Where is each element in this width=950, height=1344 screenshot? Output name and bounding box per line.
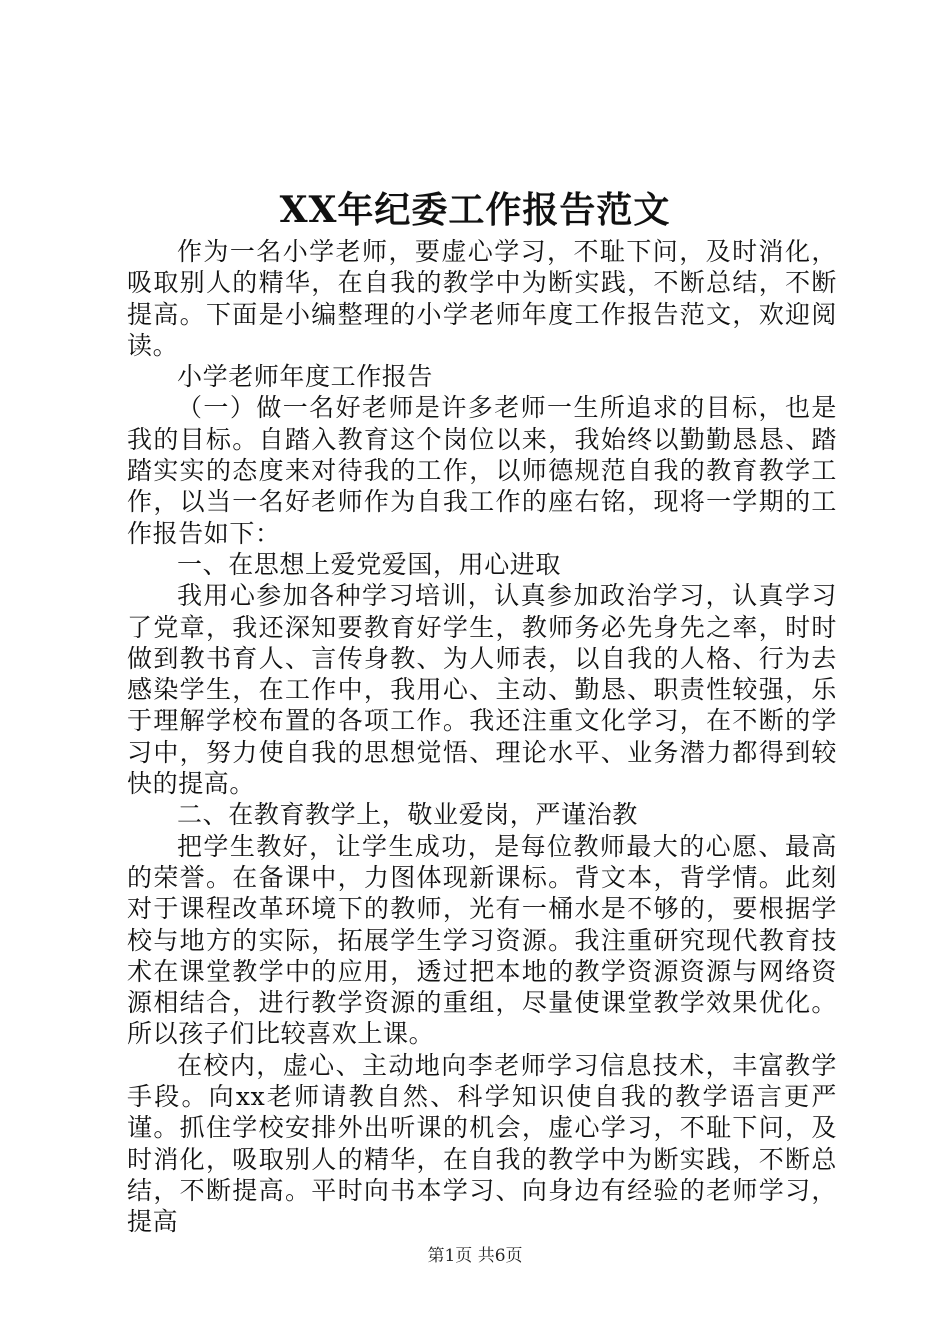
section-heading-teaching: 二、在教育教学上，敬业爱岗，严谨治教 bbox=[177, 800, 638, 830]
paragraph-thought: 我用心参加各种学习培训，认真参加政治学习，认真学习了党章，我还深知要教育好学生，教师务必先身先之率，时时做到教书育人、言传身教、为人师表，以自我的人格、行为去感染学生，在工作中，我用心、主动、勤恳、职责性较强，乐于理解学校布置的各项工作。我还注重文化学习，在不断的学习中，努力使自我的思想觉悟、理论水平、业务潜力都得到较快的提高。 bbox=[127, 581, 837, 799]
document-body bbox=[127, 236, 837, 1238]
paragraph-intro: 作为一名小学老师，要虚心学习，不耻下问，及时消化，吸取别人的精华，在自我的教学中为断实践，不断总结，不断提高。下面是小编整理的小学老师年度工作报告范文，欢迎阅读。 bbox=[127, 237, 837, 360]
document-title: XX年纪委工作报告范文 bbox=[279, 189, 671, 231]
paragraph-goal: （一）做一名好老师是许多老师一生所追求的目标，也是我的目标。自踏入教育这个岗位以来，我始终以勤勤恳恳、踏踏实实的态度来对待我的工作，以师德规范自我的教育教学工作，以当一名好老师作为自我工作的座右铭，现将一学期的工作报告如下： bbox=[127, 393, 837, 548]
section-heading-thought: 一、在思想上爱党爱国，用心进取 bbox=[177, 549, 562, 579]
paragraph-learning: 在校内，虚心、主动地向李老师学习信息技术，丰富教学手段。向xx老师请教自然、科学知识使自我的教学语言更严谨。抓住学校安排外出听课的机会，虚心学习，不耻下问，及时消化，吸取别人的精华，在自我的教学中为断实践，不断总结，不断提高。平时向书本学习、向身边有经验的老师学习，提高 bbox=[127, 1050, 837, 1237]
paragraph-teaching: 把学生教好，让学生成功，是每位教师最大的心愿、最高的荣誉。在备课中，力图体现新课标。背文本，背学情。此刻对于课程改革环境下的教师，光有一桶水是不够的，要根据学校与地方的实际，拓展学生学习资源。我注重研究现代教育技术在课堂教学中的应用，透过把本地的教学资源资源与网络资源相结合，进行教学资源的重组，尽量使课堂教学效果优化。所以孩子们比较喜欢上课。 bbox=[127, 831, 837, 1049]
section-heading-report: 小学老师年度工作报告 bbox=[177, 362, 434, 392]
page-number-footer: 第1页 共6页 bbox=[427, 1246, 523, 1266]
